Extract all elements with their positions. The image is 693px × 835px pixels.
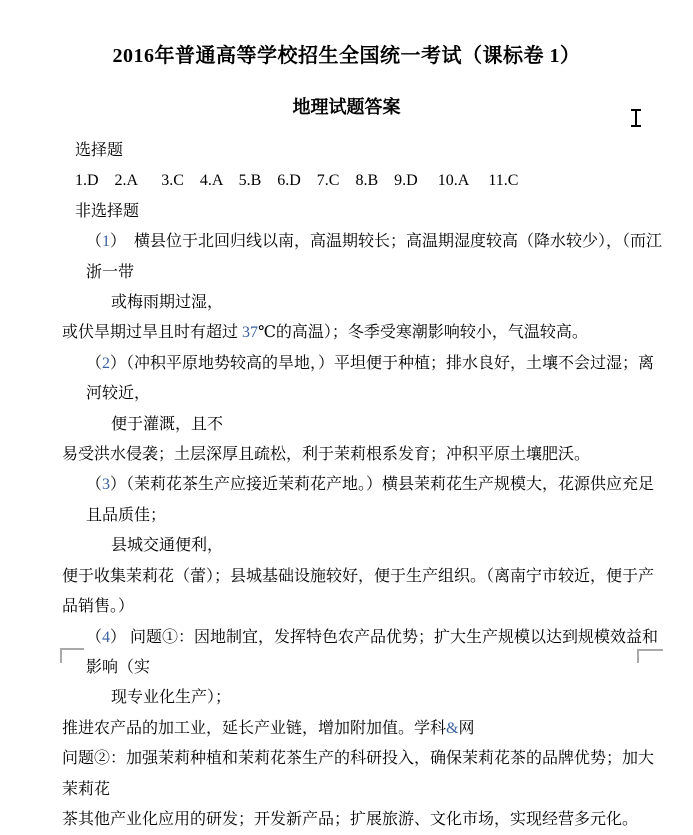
text-segment: 便于收集茉莉花（蕾）；县城基础设施较好，便于生产组织。（离南宁市较近，便于产品销售。） xyxy=(62,567,655,616)
text-segment: ） 横县位于北回归线以南，高温期较长；高温期湿度较高（降水较少），（而江浙一带 xyxy=(86,233,663,281)
text-segment: （ xyxy=(86,354,103,372)
text-segment: 问题②：加强茉莉种植和茉莉花茶生产的科研投入，确保茉莉花茶的品牌优势；加大茉莉花 xyxy=(62,750,655,798)
text-segment: 茶其他产业化应用的研发；开发新产品；扩展旅游、文化市场，实现经营多元化。 xyxy=(62,810,639,828)
text-segment: （ xyxy=(86,233,103,251)
text-segment: ）（茉莉花茶生产应接近茉莉花产地。）横县茉莉花生产规模大，花源供应充足且品质佳； xyxy=(86,476,655,524)
doc-line[interactable] xyxy=(62,714,667,744)
text-segment: 网 xyxy=(458,719,475,737)
text-segment: 推进农产品的加工业，延长产业链，增加附加值。学科 xyxy=(62,719,447,737)
doc-line[interactable] xyxy=(62,562,667,623)
doc-line[interactable] xyxy=(62,136,667,166)
doc-line[interactable] xyxy=(62,227,667,288)
accent-text: & xyxy=(446,719,459,737)
doc-line[interactable] xyxy=(62,197,667,227)
text-segment: 县城交通便利， xyxy=(111,537,224,555)
doc-line[interactable] xyxy=(62,440,667,470)
doc-line[interactable] xyxy=(62,683,667,713)
text-segment: （ xyxy=(86,628,103,646)
doc-line[interactable] xyxy=(62,349,667,410)
document-body xyxy=(0,136,693,835)
text-segment: 或伏旱期过旱且时有超过 xyxy=(62,324,243,342)
text-segment: 易受洪水侵袭；土层深厚且疏松，利于茉莉根系发育；冲积平原土壤肥沃。 xyxy=(62,446,591,464)
text-segment: 选择题 xyxy=(75,142,124,159)
accent-text: 37 xyxy=(242,324,259,342)
document-subtitle: 地理试题答案 xyxy=(292,97,401,117)
margin-crop-mark-bottom-left xyxy=(60,648,84,663)
doc-line[interactable] xyxy=(62,166,667,196)
text-segment: 1.D 2.A 3.C 4.A 5.B 6.D 7.C 8.B 9.D 10.A 11.C xyxy=(75,172,519,190)
text-segment: ℃的高温）；冬季受寒潮影响较小，气温较高。 xyxy=(258,324,588,342)
text-segment: 便于灌溉，且不 xyxy=(111,415,224,433)
accent-text: 3 xyxy=(102,476,111,494)
text-segment: 非选择题 xyxy=(75,202,140,220)
document-title: 2016年普通高等学校招生全国统一考试（课标卷 1） xyxy=(112,45,581,67)
doc-line[interactable] xyxy=(62,744,667,805)
text-segment: （ xyxy=(86,476,103,494)
text-segment: ） 问题①：因地制宜，发挥特色农产品优势；扩大生产规模以达到规模效益和影响（实 xyxy=(86,628,659,676)
text-segment: ）（冲积平原地势较高的旱地，）平坦便于种植；排水良好，土壤不会过湿；离河较近， xyxy=(86,354,655,403)
text-cursor-icon xyxy=(630,109,642,127)
doc-line[interactable] xyxy=(62,410,667,440)
accent-text: 2 xyxy=(102,354,111,372)
accent-text: 1 xyxy=(102,233,111,251)
doc-line[interactable] xyxy=(62,623,667,684)
doc-line[interactable] xyxy=(62,288,667,318)
doc-line[interactable] xyxy=(62,470,667,531)
doc-line[interactable] xyxy=(62,318,667,348)
text-segment: 或梅雨期过湿， xyxy=(111,294,224,312)
accent-text: 4 xyxy=(102,628,111,646)
doc-line[interactable] xyxy=(62,805,667,835)
doc-line[interactable] xyxy=(62,531,667,561)
margin-crop-mark-bottom-right xyxy=(637,649,663,663)
text-segment: 现专业化生产）； xyxy=(111,689,232,707)
